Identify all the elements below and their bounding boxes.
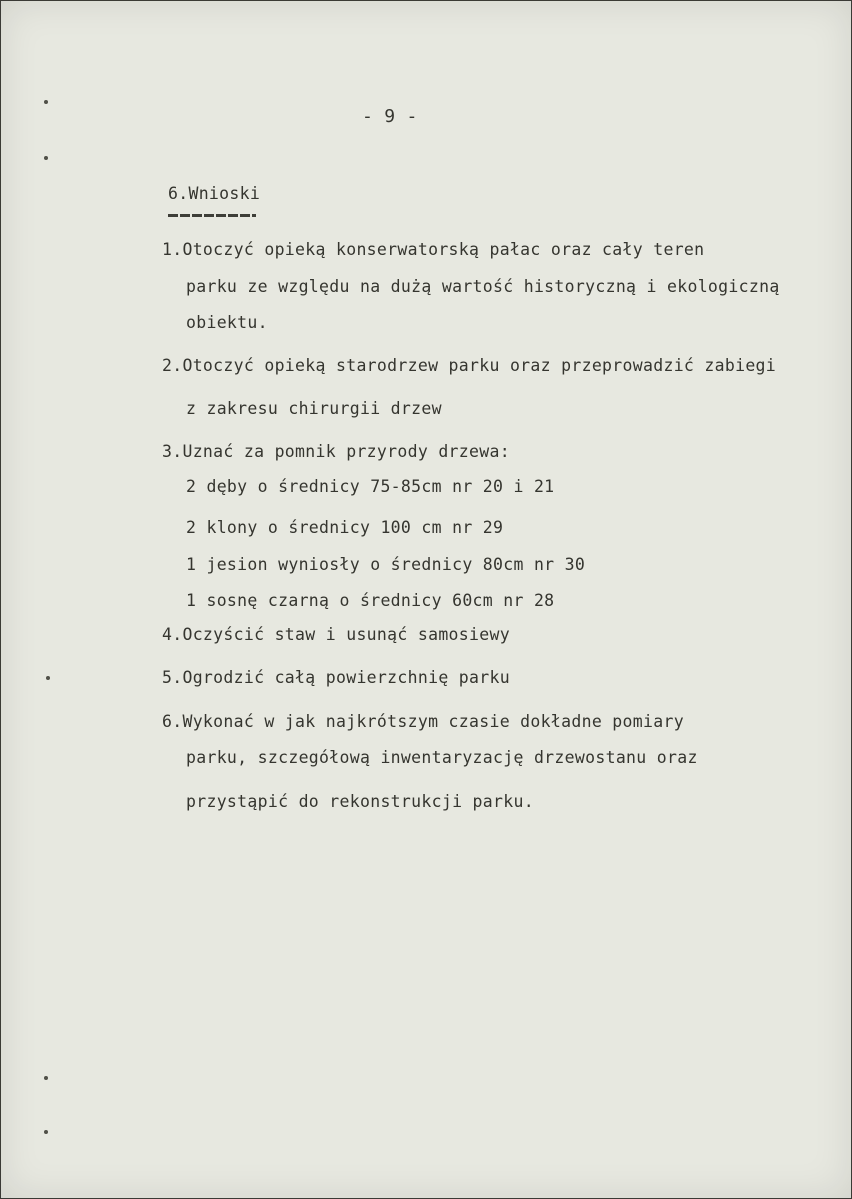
text-line: 2 dęby o średnicy 75-85cm nr 20 i 21	[186, 477, 555, 496]
margin-mark	[44, 156, 48, 160]
text-line: 6.Wykonać w jak najkrótszym czasie dokładne pomiary	[162, 712, 684, 731]
text-line: przystąpić do rekonstrukcji parku.	[186, 792, 534, 811]
text-line: 2 klony o średnicy 100 cm nr 29	[186, 518, 504, 537]
text-line: 1 jesion wyniosły o średnicy 80cm nr 30	[186, 555, 586, 574]
margin-mark	[46, 676, 50, 680]
margin-mark	[44, 1076, 48, 1080]
text-line: 4.Oczyścić staw i usunąć samosiewy	[162, 625, 510, 644]
text-line: 1.Otoczyć opieką konserwatorską pałac oraz cały teren	[162, 240, 705, 259]
text-line: obiektu.	[186, 313, 268, 332]
text-line: 5.Ogrodzić całą powierzchnię parku	[162, 668, 510, 687]
heading-underline	[168, 214, 256, 217]
margin-mark	[44, 100, 48, 104]
text-line: 3.Uznać za pomnik przyrody drzewa:	[162, 442, 510, 461]
text-line: parku, szczegółową inwentaryzację drzewostanu oraz	[186, 748, 698, 767]
section-heading: 6.Wnioski	[168, 184, 261, 203]
page-number: - 9 -	[362, 106, 418, 127]
text-line: 1 sosnę czarną o średnicy 60cm nr 28	[186, 591, 555, 610]
text-line: 2.Otoczyć opieką starodrzew parku oraz przeprowadzić zabiegi	[162, 356, 777, 375]
text-line: z zakresu chirurgii drzew	[186, 399, 442, 418]
text-line: parku ze względu na dużą wartość historyczną i ekologiczną	[186, 277, 780, 296]
margin-mark	[44, 1130, 48, 1134]
